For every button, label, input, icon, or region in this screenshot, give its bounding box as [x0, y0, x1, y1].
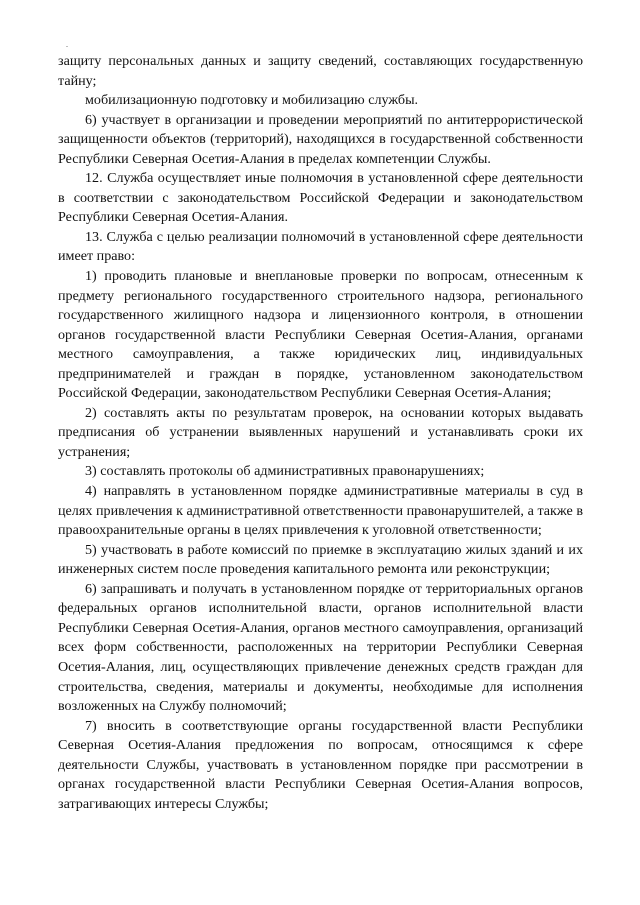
- paragraph-right-7: 7) вносить в соответствующие органы государственной власти Республики Северная Осетия-Алания предложения по вопросам, относящимся к сфере деятельности Службы, участвовать в установленном порядке при рассмотрении в органах государственной власти Республики Северная Осетия-Алания вопросов, затрагивающих интересы Службы;: [58, 717, 583, 812]
- paragraph-item-6-antiterror: 6) участвует в организации и проведении мероприятий по антитеррористической защищенности объектов (территорий), находящихся в государственной собственности Республики Северная Осетия-Алания в пределах компетенции Службы.: [58, 111, 583, 167]
- paragraph-section-12: 12. Служба осуществляет иные полномочия в установленной сфере деятельности в соответствии с законодательством Российской Федерации и законодательством Республики Северная Осетия-Алания.: [58, 170, 583, 226]
- paragraph-right-3: 3) составлять протоколы об административных правонарушениях;: [85, 463, 485, 480]
- paragraph-right-6: 6) запрашивать и получать в установленном порядке от территориальных органов федеральных органов исполнительной власти, органов исполнительной власти Республики Северная Осетия-Алания, органов местного самоуправления, организаций всех форм собственности, расположенных на территории Республики Северная Осетия-Алания, лиц, осуществляющих привлечение денежных средств граждан для строительства, сведения, материалы и документы, необходимые для исполнения возложенных на Службу полномочий;: [58, 580, 583, 715]
- paragraph-right-4: 4) направлять в установленном порядке административные материалы в суд в целях привлечения к административной ответственности правонарушителей, а также в правоохранительные органы в целях привлечения к уголовной ответственности;: [58, 483, 583, 539]
- paragraph-section-13: 13. Служба с целью реализации полномочий в установленной сфере деятельности имеет право:: [58, 228, 583, 265]
- paragraph-mobilization: мобилизационную подготовку и мобилизацию службы.: [85, 92, 419, 109]
- paragraph-right-5: 5) участвовать в работе комиссий по приемке в эксплуатацию жилых зданий и их инженерных систем после проведения капитального ремонта или реконструкции;: [58, 541, 583, 578]
- paragraph-right-1: 1) проводить плановые и внеплановые проверки по вопросам, отнесенным к предмету регионального государственного строительного надзора, регионального государственного жилищного надзора и лицензионного контроля, в отношении органов государственной власти Республики Северная Осетия-Алания, органами местного самоуправления, а также юридических лиц, индивидуальных предпринимателей и граждан в порядке, установленном законодательством Российской Федерации, законодательством Республики Северная Осетия-Алания;: [58, 268, 583, 402]
- scan-speck: [66, 46, 68, 47]
- paragraph-continuation: защиту персональных данных и защиту сведений, составляющих государственную тайну;: [58, 53, 583, 89]
- document-body: [58, 52, 583, 814]
- paragraph-right-2: 2) составлять акты по результатам проверок, на основании которых выдавать предписания об устранении выявленных нарушений и устанавливать сроки их устранения;: [58, 404, 583, 460]
